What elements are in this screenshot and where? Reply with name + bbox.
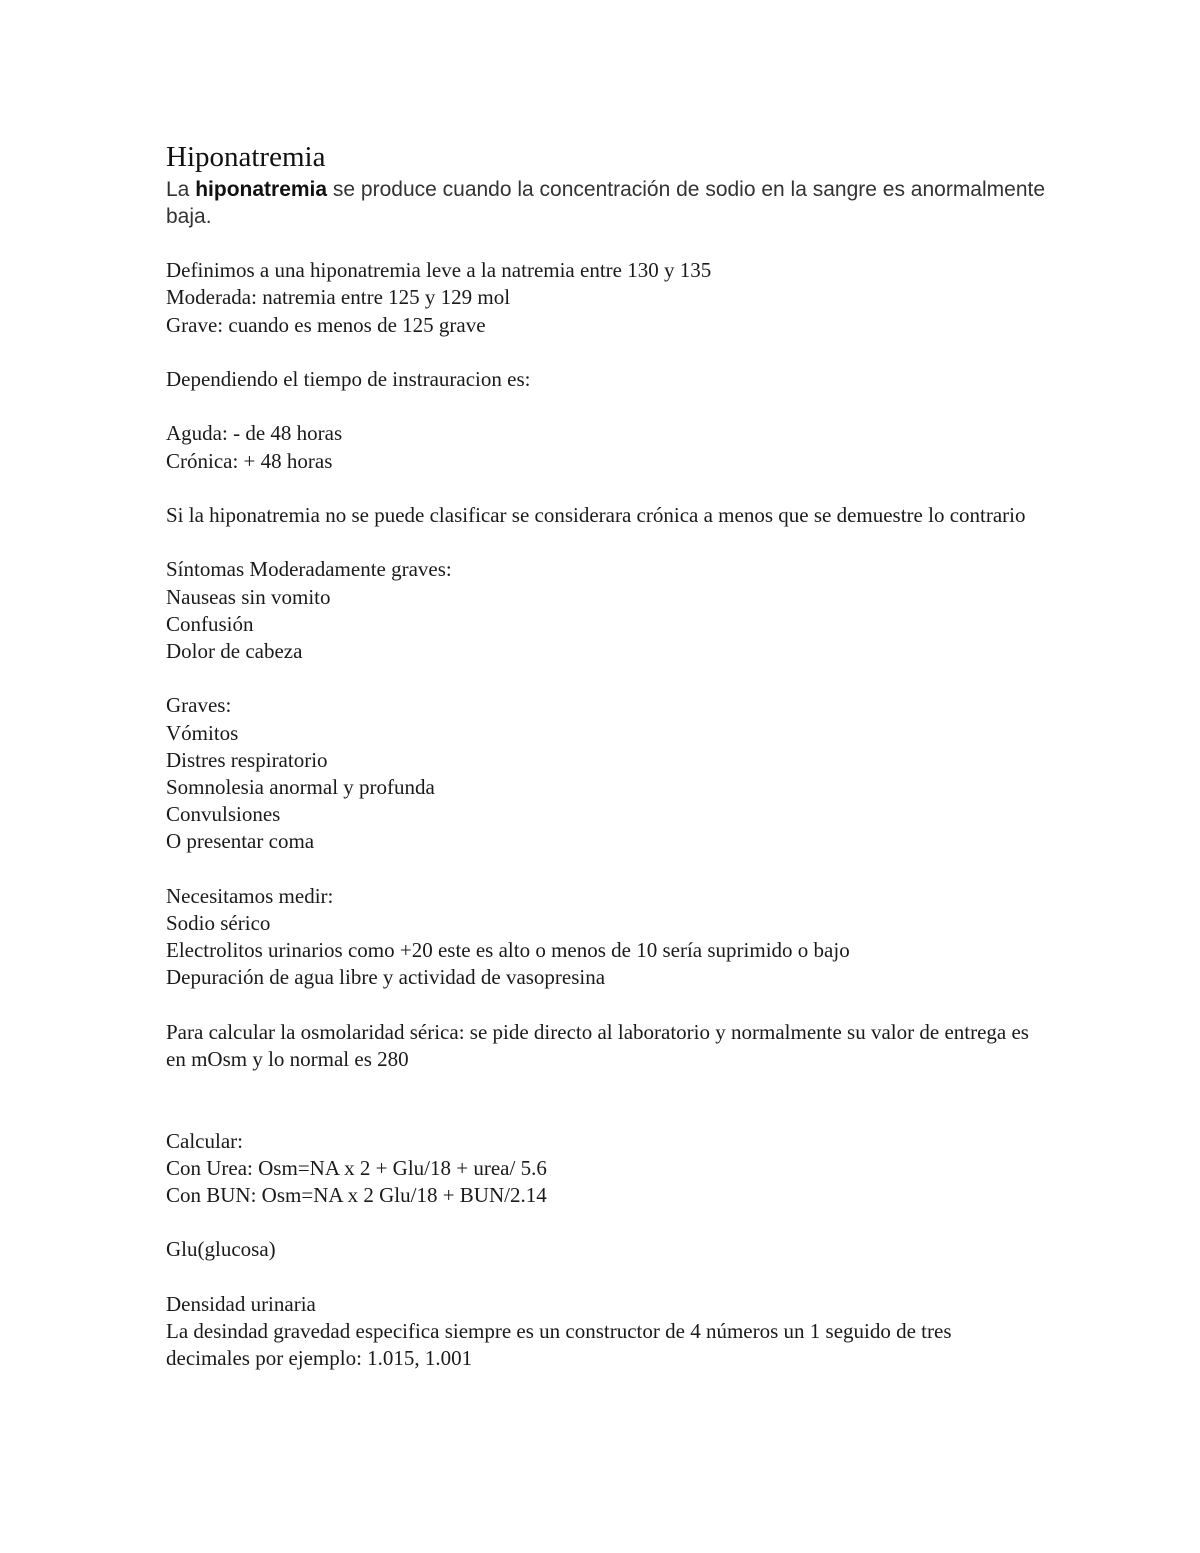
spacer xyxy=(166,1073,1066,1127)
intro-bold-term: hiponatremia xyxy=(195,178,328,201)
spacer xyxy=(166,1209,1066,1236)
spacer xyxy=(166,339,1066,366)
list-item: Vómitos xyxy=(166,720,239,745)
densidad-heading: Densidad urinaria xyxy=(166,1291,316,1316)
tiempo-cronica: Crónica: + 48 horas xyxy=(166,448,333,473)
document-body xyxy=(166,138,1066,1372)
no-clasificar-paragraph: Si la hiponatremia no se puede clasificar se considerara crónica a menos que se demuestre lo contrario xyxy=(166,502,1026,527)
list-item: Convulsiones xyxy=(166,802,281,827)
classification-block xyxy=(166,257,1066,339)
intro-paragraph xyxy=(166,176,1066,230)
calcular-block xyxy=(166,1128,1066,1210)
classification-leve: Definimos a una hiponatremia leve a la natremia entre 130 y 135 xyxy=(166,258,712,283)
list-item: Electrolitos urinarios como +20 este es alto o menos de 10 sería suprimido o bajo xyxy=(166,938,850,963)
spacer xyxy=(166,992,1066,1019)
spacer xyxy=(166,1264,1066,1291)
list-item: Dolor de cabeza xyxy=(166,638,303,663)
sintomas-graves-heading: Graves: xyxy=(166,693,232,718)
medir-heading: Necesitamos medir: xyxy=(166,883,334,908)
page-title: Hiponatremia xyxy=(166,141,326,173)
classification-grave: Grave: cuando es menos de 125 grave xyxy=(166,312,486,337)
list-item: O presentar coma xyxy=(166,829,315,854)
classification-moderada: Moderada: natremia entre 125 y 129 mol xyxy=(166,285,511,310)
list-item: Confusión xyxy=(166,611,254,636)
densidad-text: La desindad gravedad especifica siempre es un constructor de 4 números un 1 seguido de tres decimales por ejemplo: 1.015, 1.001 xyxy=(166,1318,952,1371)
tiempo-heading: Dependiendo el tiempo de instrauracion es: xyxy=(166,366,531,391)
intro-prefix: La xyxy=(166,178,196,201)
intro-suffix: se produce cuando la concentración de sodio en la sangre es anormalmente baja. xyxy=(166,178,1046,228)
list-item: Somnolesia anormal y profunda xyxy=(166,774,435,799)
osmolaridad-paragraph: Para calcular la osmolaridad sérica: se pide directo al laboratorio y normalmente su valor de entrega es en mOsm y lo normal es 280 xyxy=(166,1019,1029,1071)
sintomas-moderados-block xyxy=(166,556,1066,665)
spacer xyxy=(166,856,1066,883)
spacer xyxy=(166,665,1066,692)
densidad-block xyxy=(166,1291,1026,1373)
tiempo-block xyxy=(166,420,1066,474)
spacer xyxy=(166,230,1066,257)
tiempo-aguda: Aguda: - de 48 horas xyxy=(166,421,343,446)
spacer xyxy=(166,393,1066,420)
list-item: Depuración de agua libre y actividad de vasopresina xyxy=(166,965,606,990)
sintomas-graves-block xyxy=(166,692,1066,855)
formula-urea: Con Urea: Osm=NA x 2 + Glu/18 + urea/ 5.6 xyxy=(166,1155,547,1180)
glu-note: Glu(glucosa) xyxy=(166,1237,276,1262)
list-item: Nauseas sin vomito xyxy=(166,584,331,609)
list-item: Sodio sérico xyxy=(166,910,271,935)
spacer xyxy=(166,529,1066,556)
sintomas-moderados-heading: Síntomas Moderadamente graves: xyxy=(166,557,452,582)
calcular-heading: Calcular: xyxy=(166,1128,243,1153)
spacer xyxy=(166,475,1066,502)
formula-bun: Con BUN: Osm=NA x 2 Glu/18 + BUN/2.14 xyxy=(166,1182,547,1207)
list-item: Distres respiratorio xyxy=(166,747,328,772)
medir-block xyxy=(166,883,1066,992)
